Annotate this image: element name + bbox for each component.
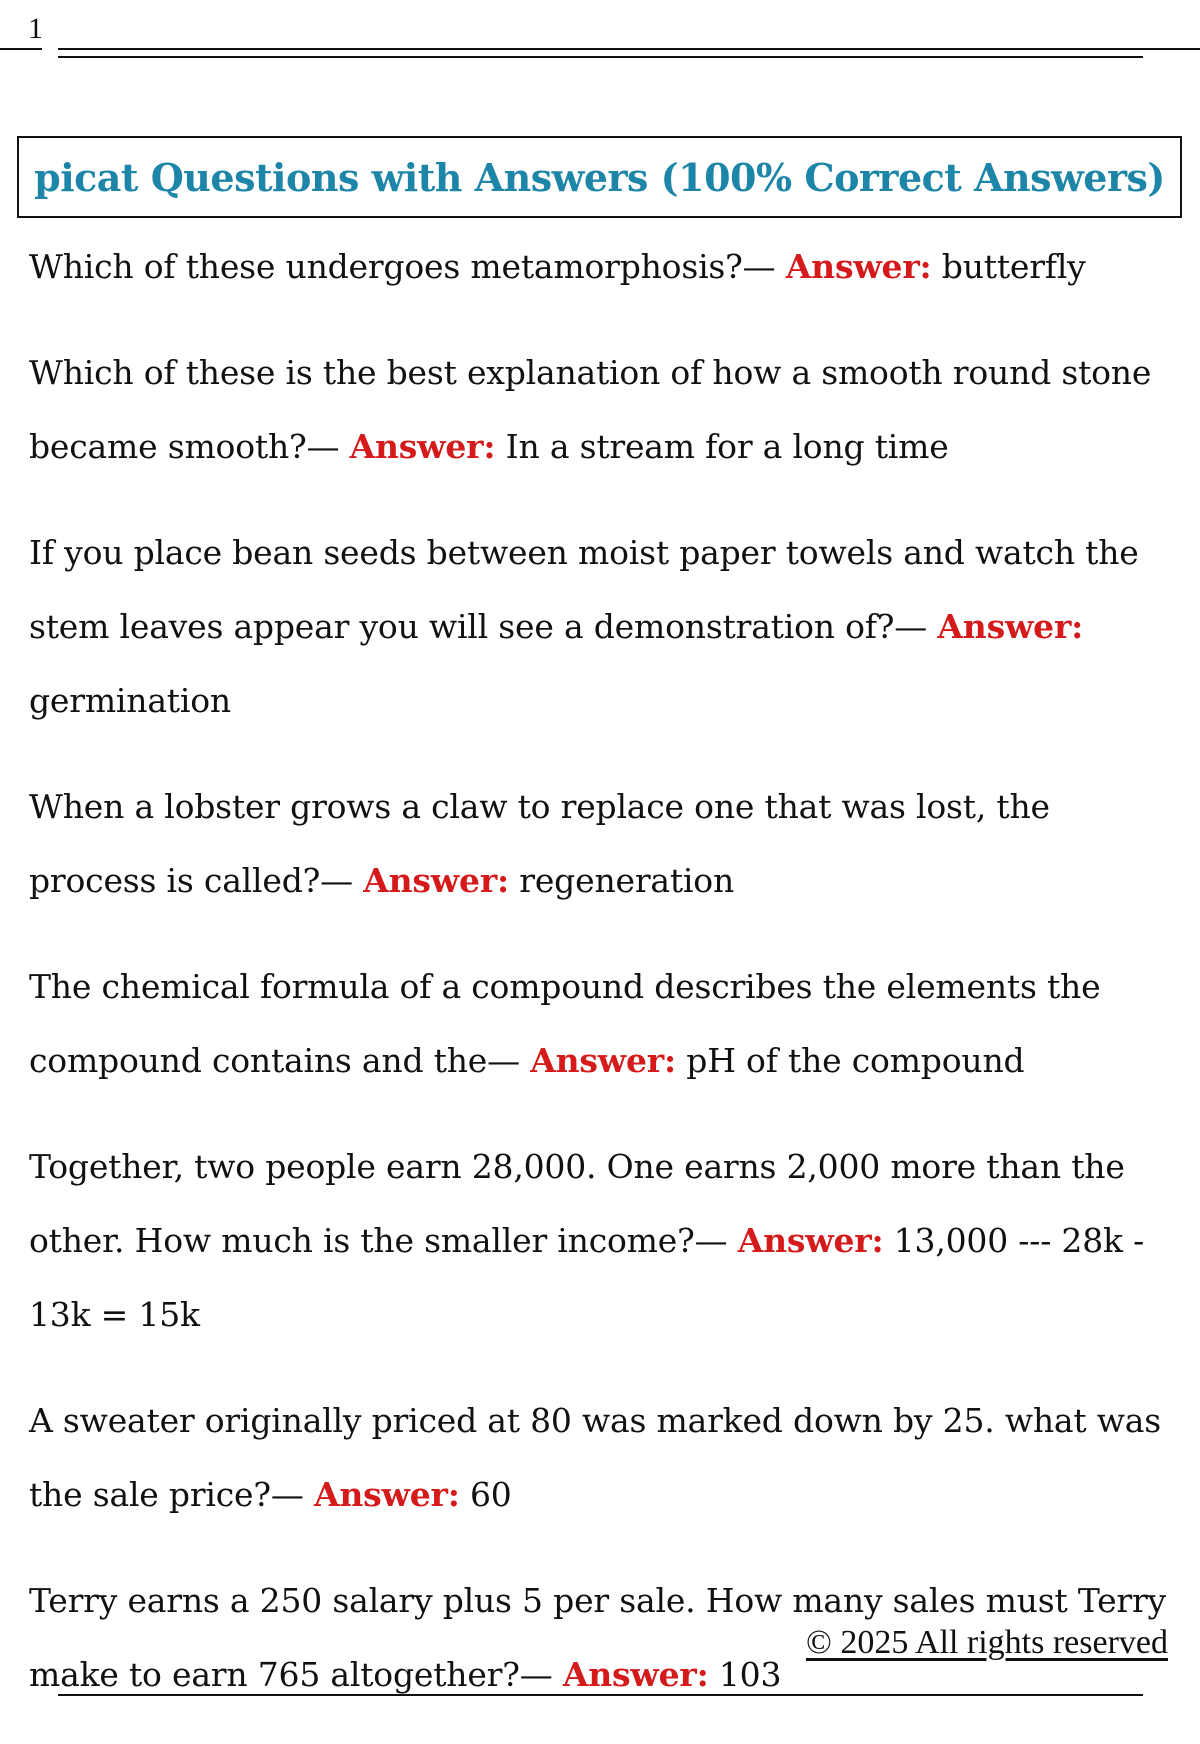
answer-text: In a stream for a long time (505, 427, 949, 466)
separator-dash: — (519, 1655, 563, 1694)
header-rule-short (0, 48, 42, 50)
qa-item (29, 516, 1179, 738)
answer-label: Answer: (785, 247, 932, 286)
answer-text: 13,000 --- 28k - 13k = 15k (29, 1221, 1145, 1334)
question-text: Together, two people earn 28,000. One earns 2,000 more than the other. How much is the smaller income? (29, 1147, 1125, 1260)
separator-dash: — (694, 1221, 738, 1260)
answer-text: germination (29, 681, 231, 720)
answer-label: Answer: (313, 1475, 460, 1514)
qa-item (29, 770, 1179, 918)
answer-label: Answer: (937, 607, 1084, 646)
answer-text: 103 (718, 1655, 782, 1694)
question-text: Terry earns a 250 salary plus 5 per sale. How many sales must Terry make to earn 765 altogether? (29, 1581, 1166, 1694)
header-rule-lower (58, 56, 1143, 58)
qa-item (29, 230, 1179, 304)
question-text: Which of these is the best explanation of how a smooth round stone became smooth? (29, 353, 1152, 466)
answer-text: 60 (470, 1475, 512, 1514)
answer-label: Answer: (737, 1221, 884, 1260)
footer-rule (58, 1694, 1143, 1696)
qa-item (29, 336, 1179, 484)
page-title: picat Questions with Answers (100% Correct Answers) (34, 154, 1165, 200)
separator-dash: — (894, 607, 938, 646)
question-text: If you place bean seeds between moist paper towels and watch the stem leaves appear you will see a demonstration of? (29, 533, 1139, 646)
qa-item (29, 1130, 1179, 1352)
answer-text: butterfly (941, 247, 1086, 286)
title-box (17, 136, 1182, 218)
answer-label: Answer: (562, 1655, 709, 1694)
qa-list (29, 230, 1179, 1744)
copyright-footer: © 2025 All rights reserved (806, 1624, 1168, 1661)
separator-dash: — (306, 427, 350, 466)
qa-item (29, 1384, 1179, 1532)
answer-label: Answer: (363, 861, 509, 900)
answer-label: Answer: (349, 427, 496, 466)
separator-dash: — (742, 247, 786, 286)
question-text: A sweater originally priced at 80 was marked down by 25. what was the sale price? (29, 1401, 1162, 1514)
qa-item (29, 950, 1179, 1098)
separator-dash: — (487, 1041, 531, 1080)
answer-text: regeneration (519, 861, 735, 900)
question-text: When a lobster grows a claw to replace one that was lost, the process is called? (29, 787, 1050, 900)
answer-text: pH of the compound (686, 1041, 1025, 1080)
question-text: Which of these undergoes metamorphosis? (29, 247, 743, 286)
page-number: 1 (28, 12, 43, 45)
answer-label: Answer: (530, 1041, 676, 1080)
question-text: The chemical formula of a compound describes the elements the compound contains and the (29, 967, 1101, 1080)
separator-dash: — (320, 861, 364, 900)
header-rule-upper (58, 48, 1200, 50)
separator-dash: — (270, 1475, 314, 1514)
